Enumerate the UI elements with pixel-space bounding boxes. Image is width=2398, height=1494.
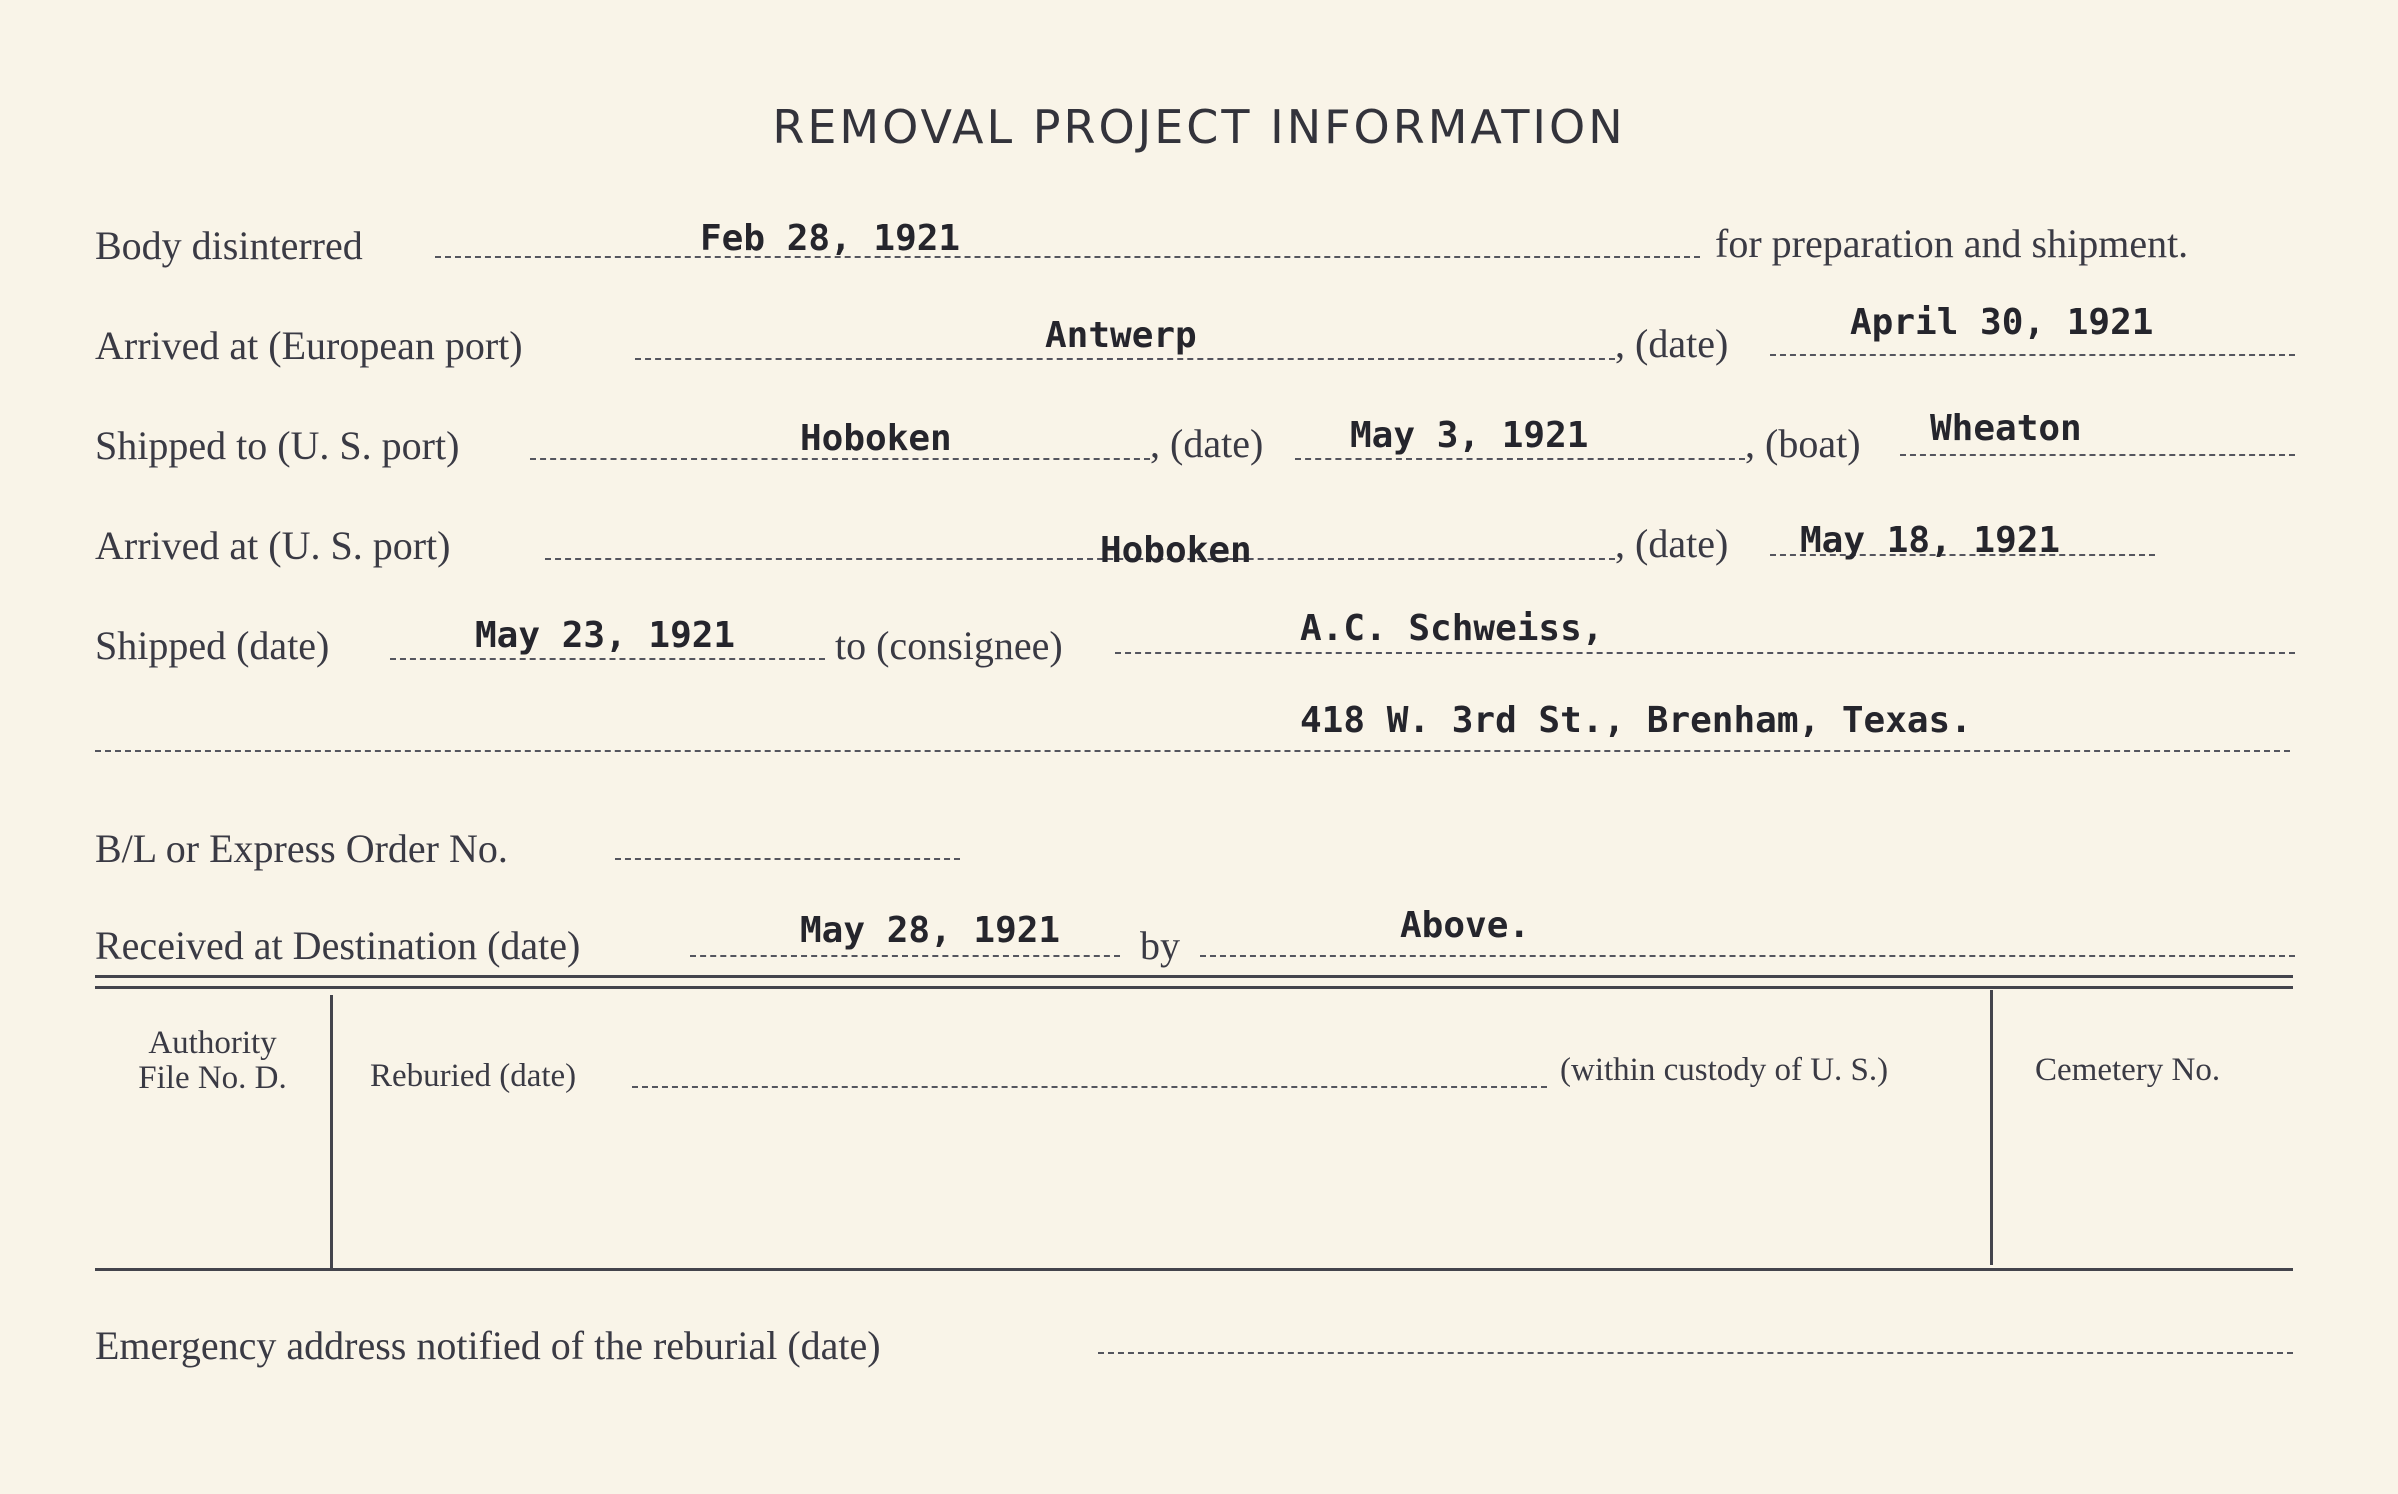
shipped-date-line	[390, 658, 825, 660]
consignee-label: to (consignee)	[835, 623, 1063, 668]
table-divider-right	[1990, 990, 1993, 1265]
shipped-us-label: Shipped to (U. S. port)	[95, 423, 460, 468]
table-divider-left	[330, 995, 333, 1270]
emergency-label: Emergency address notified of the reburial (date)	[95, 1323, 881, 1368]
received-by-label: by	[1140, 923, 1180, 968]
shipped-date: May 23, 1921	[475, 615, 736, 656]
received-date-line	[690, 955, 1120, 957]
received-by-line	[1200, 955, 2295, 957]
arrived-us-label: Arrived at (U. S. port)	[95, 523, 451, 568]
shipped-us-date-line	[1295, 458, 1745, 460]
disinterred-suffix: for preparation and shipment.	[1715, 221, 2189, 266]
table-bottom-rule	[95, 1268, 2293, 1271]
reburied-label: Reburied (date)	[370, 1058, 577, 1094]
reburied-line	[632, 1086, 1547, 1088]
arrived-us-port: Hoboken	[1100, 530, 1252, 571]
emergency-line	[1098, 1352, 2293, 1354]
consignee-line	[1115, 652, 2295, 654]
arrived-us-date-label: , (date)	[1615, 521, 1729, 566]
shipped-us-port: Hoboken	[800, 418, 952, 459]
authority-label-2: File No. D.	[138, 1060, 287, 1096]
arrived-us-date: May 18, 1921	[1800, 520, 2061, 561]
received-by: Above.	[1400, 905, 1531, 946]
disinterred-label: Body disinterred	[95, 223, 363, 268]
arrived-europe-date-line	[1770, 354, 2295, 356]
arrived-europe-date: April 30, 1921	[1850, 302, 2154, 343]
consignee-name: A.C. Schweiss,	[1300, 608, 1604, 649]
disinterred-date: Feb 28, 1921	[700, 218, 961, 259]
shipped-label: Shipped (date)	[95, 623, 330, 668]
arrived-europe-label: Arrived at (European port)	[95, 323, 523, 368]
shipped-us-boat-label: , (boat)	[1745, 421, 1861, 466]
disinterred-line	[435, 256, 1700, 258]
shipped-us-boat: Wheaton	[1930, 408, 2082, 449]
shipped-us-date-label: , (date)	[1150, 421, 1264, 466]
arrived-us-port-line	[545, 558, 1615, 560]
consignee-address: 418 W. 3rd St., Brenham, Texas.	[1300, 700, 1972, 741]
cemetery-label: Cemetery No.	[2035, 1052, 2221, 1088]
received-label: Received at Destination (date)	[95, 923, 581, 968]
authority-label-1: Authority	[148, 1025, 277, 1061]
custody-label: (within custody of U. S.)	[1560, 1052, 1889, 1088]
table-top-rule-2	[95, 986, 2293, 989]
address-line	[95, 750, 2290, 752]
bl-order-label: B/L or Express Order No.	[95, 826, 508, 871]
arrived-europe-port: Antwerp	[1045, 315, 1197, 356]
shipped-us-boat-line	[1900, 454, 2295, 456]
arrived-europe-date-label: , (date)	[1615, 321, 1729, 366]
arrived-europe-line	[635, 358, 1615, 360]
page-title: REMOVAL PROJECT INFORMATION	[772, 100, 1626, 154]
shipped-us-date: May 3, 1921	[1350, 415, 1589, 456]
received-date: May 28, 1921	[800, 910, 1061, 951]
table-top-rule-1	[95, 975, 2293, 978]
bl-order-line	[615, 858, 960, 860]
